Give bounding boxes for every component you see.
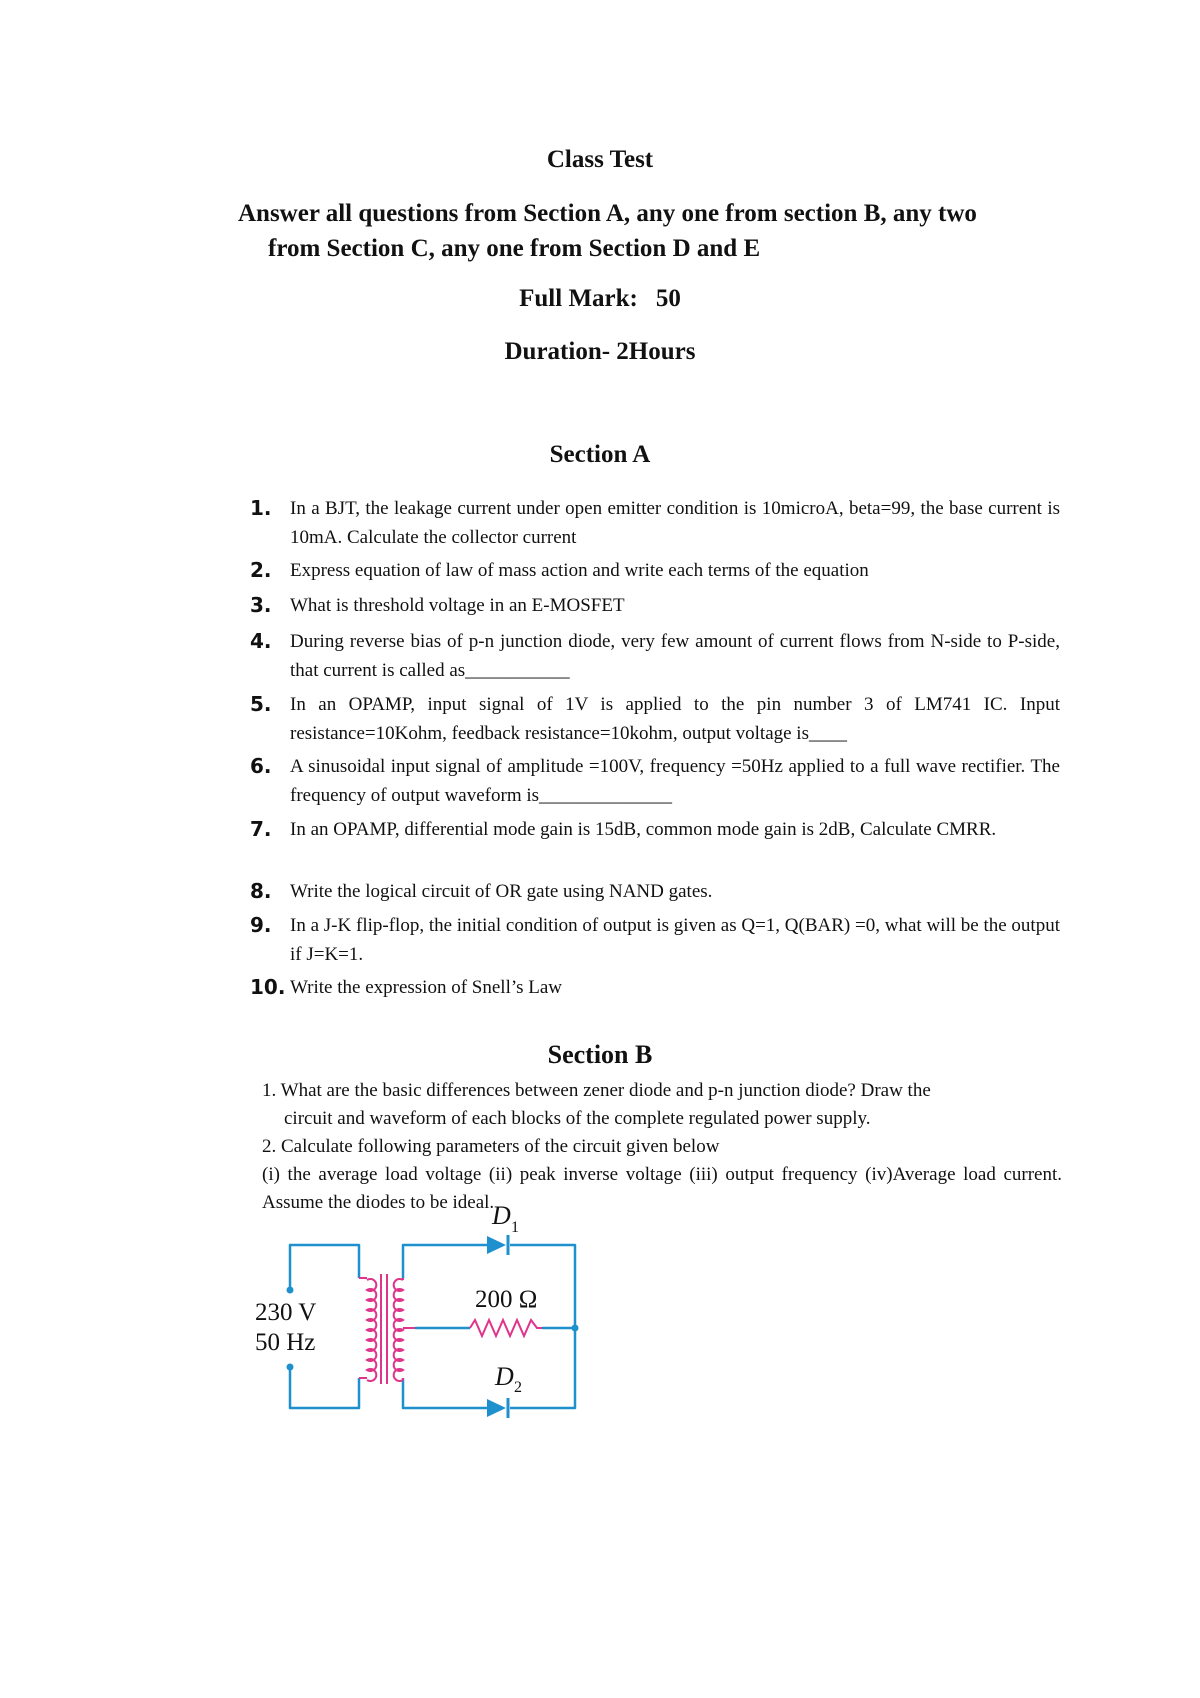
input-terminal-top bbox=[287, 1287, 294, 1294]
diode-d1-label: D bbox=[492, 1201, 511, 1230]
question-number: 2. bbox=[250, 558, 272, 582]
question-a-8 bbox=[250, 877, 1060, 906]
full-mark bbox=[0, 285, 1200, 313]
source-frequency-label: 50 Hz bbox=[255, 1329, 316, 1356]
question-a-6 bbox=[250, 752, 1060, 810]
diode-d2-subscript: 2 bbox=[514, 1379, 522, 1396]
resistor-icon bbox=[470, 1320, 542, 1336]
question-number: 1. bbox=[250, 496, 272, 520]
rectifier-circuit-diagram bbox=[255, 1200, 595, 1425]
secondary-coil bbox=[394, 1279, 403, 1381]
question-number: 4. bbox=[250, 629, 272, 653]
diode-d2-icon bbox=[487, 1398, 508, 1418]
question-a-10 bbox=[250, 973, 1060, 1002]
section-b-heading: Section B bbox=[547, 1040, 653, 1069]
question-text: Express equation of law of mass action and write each terms of the equation bbox=[290, 560, 869, 581]
primary-bottom-wire bbox=[290, 1368, 359, 1408]
question-number: 5. bbox=[250, 692, 272, 716]
question-number: 3. bbox=[250, 593, 272, 617]
diode-d1-icon bbox=[487, 1235, 508, 1255]
question-number: 10. bbox=[250, 975, 286, 999]
secondary-top-wire-left bbox=[403, 1245, 487, 1278]
question-text: In a BJT, the leakage current under open emitter condition is 10microA, beta=99, the base current is 10mA. Calculate the collector current bbox=[290, 498, 1060, 548]
question-b-2 bbox=[262, 1133, 1062, 1161]
question-a-5 bbox=[250, 690, 1060, 748]
question-text: Write the logical circuit of OR gate using NAND gates. bbox=[290, 881, 713, 902]
question-text: A sinusoidal input signal of amplitude =100V, frequency =50Hz applied to a full wave rectifier. The frequency of output waveform is______________ bbox=[290, 756, 1060, 806]
diode-d2-label: D bbox=[495, 1362, 514, 1391]
page-title: Class Test bbox=[546, 146, 654, 173]
primary-top-wire bbox=[290, 1245, 359, 1289]
question-number: 9. bbox=[250, 913, 272, 937]
input-terminal-bottom bbox=[287, 1364, 294, 1371]
question-a-1 bbox=[250, 494, 1060, 552]
question-a-3 bbox=[250, 591, 1060, 620]
question-a-9 bbox=[250, 911, 1060, 969]
question-a-4 bbox=[250, 627, 1060, 685]
question-number: 8. bbox=[250, 879, 272, 903]
question-b-1-line-2: circuit and waveform of each blocks of the complete regulated power supply. bbox=[284, 1108, 871, 1129]
primary-coil bbox=[367, 1279, 376, 1381]
question-b-1 bbox=[262, 1077, 1062, 1133]
question-text: In a J-K flip-flop, the initial condition of output is given as Q=1, Q(BAR) =0, what will be the output if J=K=1. bbox=[290, 915, 1060, 965]
diode-d1-subscript: 1 bbox=[511, 1219, 519, 1236]
question-text: During reverse bias of p-n junction diode, very few amount of current flows from N-side to P-side, that current is called as___________ bbox=[290, 631, 1060, 681]
question-number: 7. bbox=[250, 817, 272, 841]
source-voltage-label: 230 V bbox=[255, 1299, 317, 1326]
instructions bbox=[238, 196, 1038, 266]
question-b-2-text: 2. Calculate following parameters of the circuit given below bbox=[262, 1136, 720, 1157]
secondary-bottom-wire bbox=[403, 1378, 487, 1408]
question-text: What is threshold voltage in an E-MOSFET bbox=[290, 595, 625, 616]
question-number: 6. bbox=[250, 754, 272, 778]
full-mark-label: Full Mark: bbox=[519, 285, 638, 312]
instructions-line-2: from Section C, any one from Section D and E bbox=[268, 235, 761, 262]
section-a-heading: Section A bbox=[549, 441, 651, 468]
junction-dot bbox=[572, 1325, 579, 1332]
question-a-7 bbox=[250, 815, 1060, 844]
question-b-2-parts-text: (i) the average load voltage (ii) peak inverse voltage (iii) output frequency (iv)Average load current. Assume the diodes to be ideal. bbox=[262, 1164, 1062, 1213]
instructions-line-1: Answer all questions from Section A, any one from section B, any two bbox=[238, 200, 977, 227]
question-b-1-line-1: 1. What are the basic differences between zener diode and p-n junction diode? Draw the bbox=[262, 1080, 931, 1101]
question-text: In an OPAMP, differential mode gain is 15dB, common mode gain is 2dB, Calculate CMRR. bbox=[290, 819, 997, 840]
full-mark-value: 50 bbox=[655, 285, 681, 312]
question-text: In an OPAMP, input signal of 1V is applied to the pin number 3 of LM741 IC. Input resistance=10Kohm, feedback resistance=10kohm, output voltage is____ bbox=[290, 694, 1060, 744]
transformer-icon bbox=[359, 1274, 415, 1384]
load-label: 200 Ω bbox=[475, 1286, 538, 1313]
question-a-2 bbox=[250, 556, 1060, 585]
question-text: Write the expression of Snell’s Law bbox=[290, 977, 563, 998]
duration: Duration- 2Hours bbox=[504, 338, 696, 365]
